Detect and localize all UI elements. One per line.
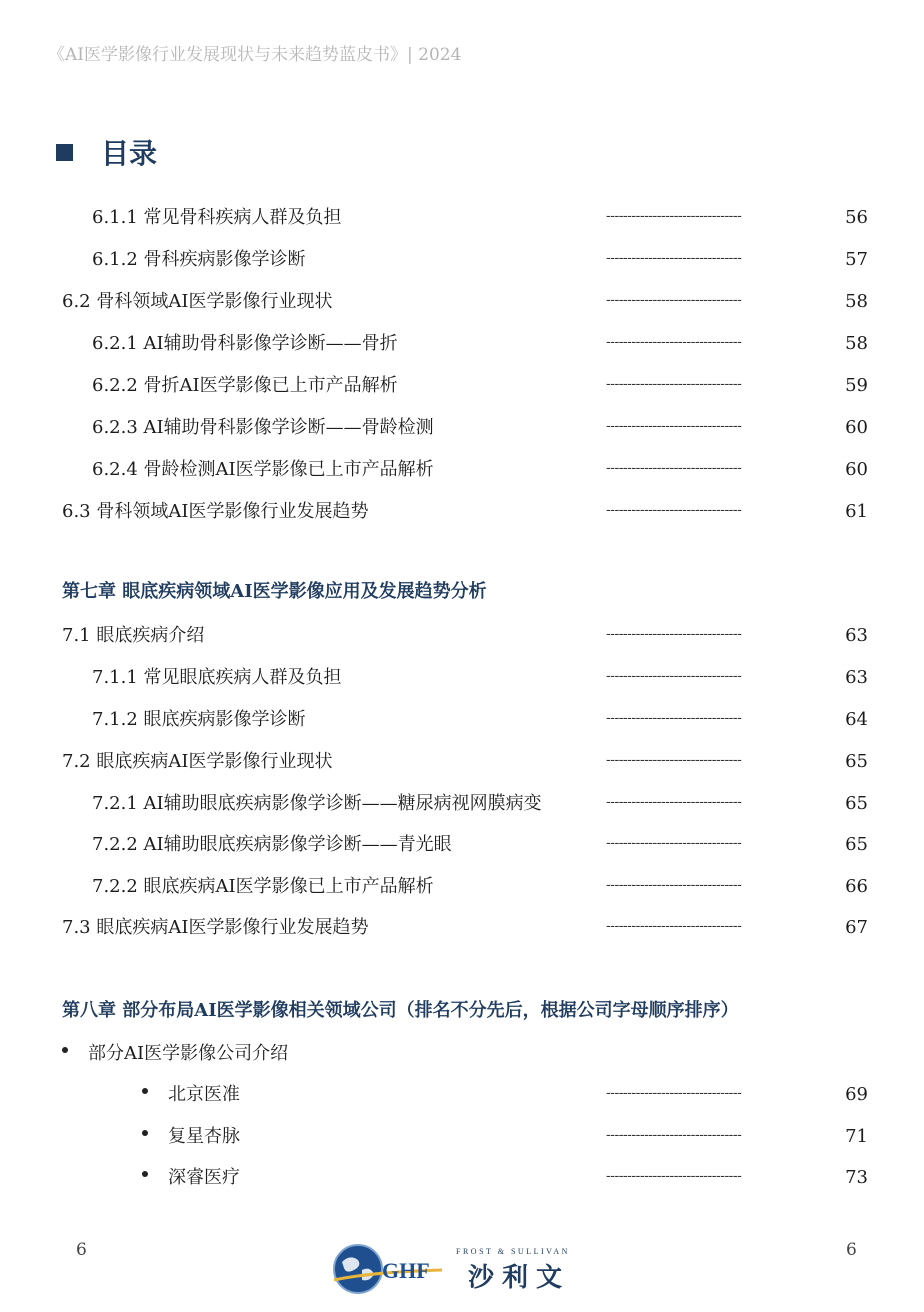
document-header: 《AI医学影像行业发展现状与未来趋势蓝皮书》| 2024: [48, 45, 462, 65]
toc-entry-label: 6.2 骨科领域AI医学影像行业现状: [62, 291, 333, 312]
toc-entry-label: 7.2.2 AI辅助眼底疾病影像学诊断——青光眼: [92, 834, 452, 855]
toc-entry-page: 65: [845, 793, 868, 814]
toc-entry-label: 7.2.1 AI辅助眼底疾病影像学诊断——糖尿病视网膜病变: [92, 793, 542, 814]
toc-leader-dots: --------------------------------: [606, 626, 742, 642]
toc-entry-label: 6.2.4 骨龄检测AI医学影像已上市产品解析: [92, 459, 434, 480]
toc-entry-page: 60: [845, 459, 868, 480]
toc-heading: [56, 132, 157, 172]
toc-entry[interactable]: [0, 873, 924, 901]
toc-entry-page: 57: [845, 249, 868, 270]
toc-entry[interactable]: [0, 246, 924, 274]
toc-entry-label: 7.1 眼底疾病介绍: [62, 625, 205, 646]
toc-entry-label: [142, 1164, 240, 1192]
toc-entry[interactable]: [0, 914, 924, 942]
toc-entry-page: 60: [845, 417, 868, 438]
toc-leader-dots: --------------------------------: [606, 877, 742, 893]
toc-leader-dots: --------------------------------: [606, 208, 742, 224]
toc-leader-dots: --------------------------------: [606, 502, 742, 518]
toc-entry[interactable]: [0, 1123, 924, 1151]
toc-entry-label: 7.3 眼底疾病AI医学影像行业发展趋势: [62, 917, 369, 938]
toc-entry[interactable]: [0, 622, 924, 650]
toc-entry-page: 58: [845, 291, 868, 312]
toc-entry-page: 61: [845, 501, 868, 522]
toc-entry-page: 65: [845, 751, 868, 772]
toc-intro-label: 部分AI医学影像公司介绍: [88, 1043, 289, 1064]
page-number-left: 6: [76, 1240, 87, 1260]
toc-entry-label: 6.2.2 骨折AI医学影像已上市产品解析: [92, 375, 398, 396]
toc-leader-dots: --------------------------------: [606, 710, 742, 726]
toc-intro-item[interactable]: [62, 1040, 288, 1068]
toc-entry-page: 58: [845, 333, 868, 354]
footer-logos: [332, 1240, 612, 1300]
toc-entry-label: 6.2.1 AI辅助骨科影像学诊断——骨折: [92, 333, 398, 354]
chapter-heading[interactable]: 第八章 部分布局AI医学影像相关领域公司（排名不分先后，根据公司字母顺序排序）: [62, 1000, 739, 1021]
toc-entry[interactable]: [0, 748, 924, 776]
toc-entry-label: 7.2 眼底疾病AI医学影像行业现状: [62, 751, 333, 772]
toc-entry-label: 6.3 骨科领域AI医学影像行业发展趋势: [62, 501, 369, 522]
toc-leader-dots: --------------------------------: [606, 1168, 742, 1184]
toc-entry[interactable]: [0, 414, 924, 442]
toc-entry-label: 6.1.2 骨科疾病影像学诊断: [92, 249, 306, 270]
square-bullet-icon: [56, 144, 73, 161]
toc-entry-label: 7.1.1 常见眼底疾病人群及负担: [92, 667, 342, 688]
frost-sullivan-logo-icon: [456, 1247, 570, 1293]
bullet-icon: [142, 1088, 148, 1094]
company-name: 深睿医疗: [168, 1167, 240, 1188]
toc-leader-dots: --------------------------------: [606, 668, 742, 684]
toc-entry-page: 65: [845, 834, 868, 855]
toc-leader-dots: --------------------------------: [606, 292, 742, 308]
toc-leader-dots: --------------------------------: [606, 376, 742, 392]
toc-leader-dots: --------------------------------: [606, 1127, 742, 1143]
company-name: 复星杏脉: [168, 1126, 240, 1147]
toc-entry[interactable]: [0, 1081, 924, 1109]
toc-leader-dots: --------------------------------: [606, 250, 742, 266]
toc-entry-page: 71: [845, 1126, 868, 1147]
toc-entry[interactable]: [0, 790, 924, 818]
toc-leader-dots: --------------------------------: [606, 918, 742, 934]
toc-entry-page: 56: [845, 207, 868, 228]
toc-entry[interactable]: [0, 831, 924, 859]
toc-leader-dots: --------------------------------: [606, 1085, 742, 1101]
partner-logos-graphic: [332, 1240, 612, 1300]
toc-entry[interactable]: [0, 456, 924, 484]
ghf-logo-text: GHF: [382, 1258, 430, 1283]
toc-entry[interactable]: [0, 288, 924, 316]
toc-entry-page: 66: [845, 876, 868, 897]
toc-leader-dots: --------------------------------: [606, 460, 742, 476]
ghf-logo-icon: [334, 1245, 442, 1293]
toc-entry-page: 63: [845, 625, 868, 646]
toc-entry-label: 7.2.2 眼底疾病AI医学影像已上市产品解析: [92, 876, 434, 897]
toc-entry[interactable]: [0, 498, 924, 526]
company-name: 北京医准: [168, 1084, 240, 1105]
toc-entry-label: [142, 1123, 240, 1151]
toc-entry-page: 67: [845, 917, 868, 938]
toc-entry[interactable]: [0, 204, 924, 232]
toc-entry[interactable]: [0, 1164, 924, 1192]
toc-leader-dots: --------------------------------: [606, 794, 742, 810]
page-number-right: 6: [846, 1240, 857, 1260]
frost-sullivan-title: FROST & SULLIVAN: [456, 1247, 570, 1256]
toc-entry-page: 69: [845, 1084, 868, 1105]
toc-leader-dots: --------------------------------: [606, 418, 742, 434]
toc-entry[interactable]: [0, 664, 924, 692]
toc-leader-dots: --------------------------------: [606, 835, 742, 851]
toc-entry[interactable]: [0, 330, 924, 358]
bullet-icon: [142, 1171, 148, 1177]
toc-entry-label: 6.1.1 常见骨科疾病人群及负担: [92, 207, 342, 228]
toc-leader-dots: --------------------------------: [606, 752, 742, 768]
toc-entry-page: 59: [845, 375, 868, 396]
toc-entry-label: 7.1.2 眼底疾病影像学诊断: [92, 709, 306, 730]
bullet-icon: [62, 1047, 68, 1053]
toc-entry[interactable]: [0, 706, 924, 734]
toc-title: 目录: [101, 137, 158, 170]
bullet-icon: [142, 1130, 148, 1136]
chapter-heading[interactable]: 第七章 眼底疾病领域AI医学影像应用及发展趋势分析: [62, 581, 487, 602]
toc-entry-page: 64: [845, 709, 868, 730]
toc-entry-label: [142, 1081, 240, 1109]
toc-entry-page: 63: [845, 667, 868, 688]
toc-leader-dots: --------------------------------: [606, 334, 742, 350]
toc-entry[interactable]: [0, 372, 924, 400]
toc-entry-page: 73: [845, 1167, 868, 1188]
frost-sullivan-cn: 沙利文: [468, 1263, 571, 1293]
toc-entry-label: 6.2.3 AI辅助骨科影像学诊断——骨龄检测: [92, 417, 434, 438]
